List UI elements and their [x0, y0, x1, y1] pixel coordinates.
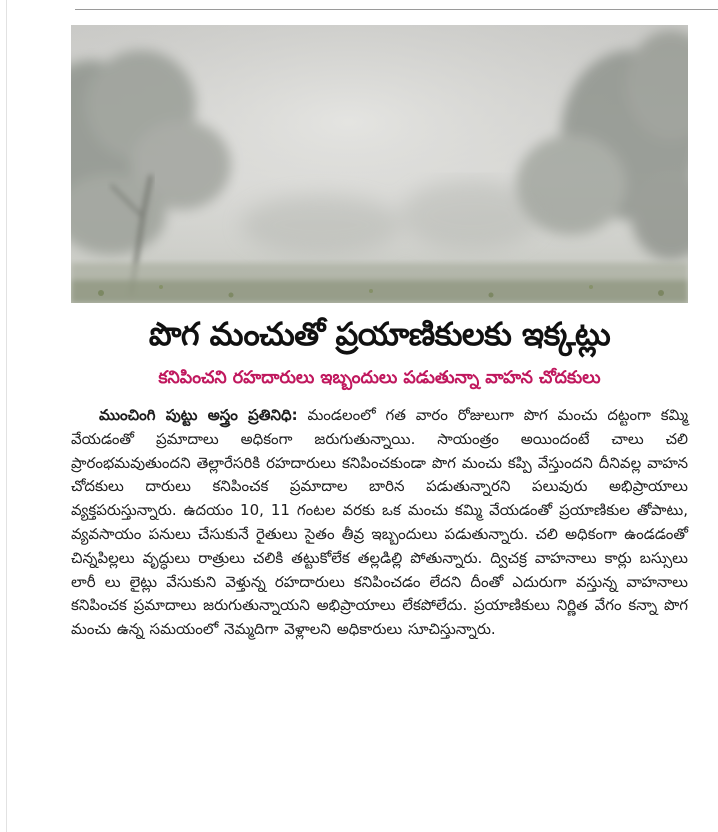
article-headline: పొగ మంచుతో ప్రయాణికులకు ఇక్కట్లు [148, 315, 611, 353]
article-body-text: మండలంలో గత వారం రోజులుగా పొగ మంచు దట్టంగా కమ్మి వేయడంతో ప్రమాదాలు అధికంగా జరుగుతున్నాయి. సాయంత్రం అయిందంటే చాలు చలి ప్రారంభమవుతుందని తెల్లారేసరికి రహదారులు కనిపించకుండా పొగ మంచు కప్పి వేస్తుందని దీనివల్ల వాహన చోదకులు దారులు కనిపించక ప్రమాదాల బారిన పడుతున్నారని పలువురు అభిప్రాయాలు వ్యక్తపరుస్తున్నారు. ఉదయం 10, 11 గంటల వరకు ఒక మంచు కమ్మి వేయడంతో ప్రయాణికుల తోపాటు, వ్యవసాయం పనులు చేసుకునే రైతులు సైతం తీవ్ర ఇబ్బందులు పడుతున్నారు. చలి అధికంగా ఉండడంతో చిన్నపిల్లలు వృద్ధులు రాత్రులు చలికి తట్టుకోలేక తల్లడిల్లి పోతున్నారు. ద్విచక్ర వాహనాలు కార్లు బస్సులు లారీ లు లైట్లు వేసుకుని వెళ్తున్న రహదారులు కనిపించడం లేదని దీంతో ఎదురుగా వస్తున్న వాహనాలు కనిపించక ప్రమాదాలు జరుగుతున్నాయని అభిప్రాయాలు లేకపోలేదు. ప్రయాణికులు నిర్ణిత వేగం కన్నా పొగ మంచు ఉన్న సమయంలో నెమ్మదిగా వెళ్లాలని అధికారులు సూచిస్తున్నారు. [71, 406, 688, 639]
foggy-landscape-image [71, 25, 688, 303]
article-dateline: ముంచింగి పుట్టు అస్త్రం ప్రతినిధి: [99, 406, 298, 424]
article-body [71, 404, 688, 642]
article-subheadline: కనిపించని రహదారులు ఇబ్బందులు పడుతున్నా వాహన చోదకులు [158, 368, 601, 388]
top-divider [75, 9, 718, 10]
article-photo [71, 25, 688, 303]
left-margin-rule [6, 0, 7, 832]
